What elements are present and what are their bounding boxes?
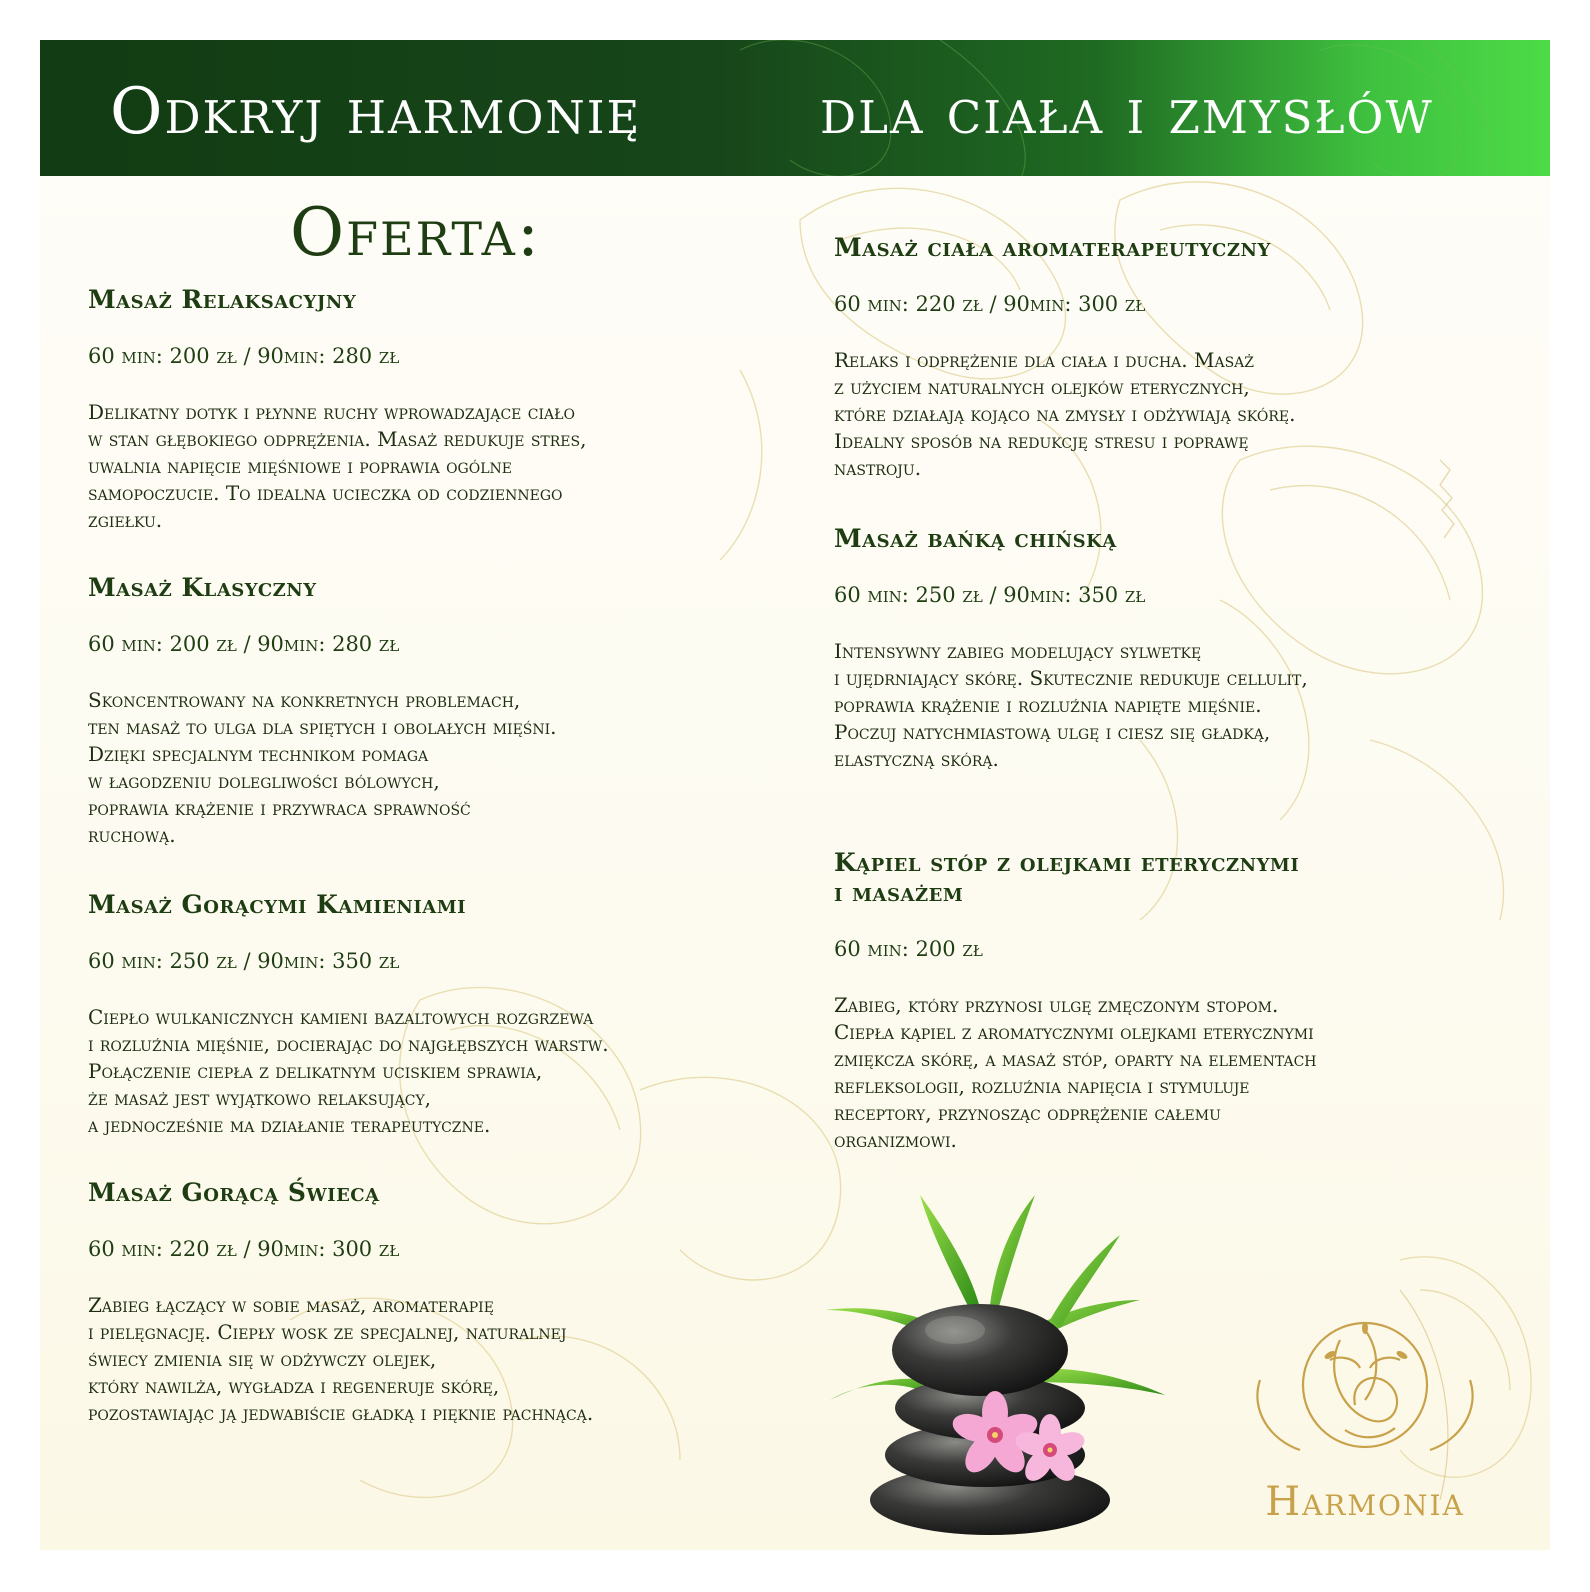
service-name: Masaż Gorącą Świecą xyxy=(88,1178,380,1207)
service-description: Intensywny zabieg modelujący sylwetkę i ujędrniający skórę. Skutecznie redukuje cellulit, poprawia krążenie i rozluźnia napięte mięśnie. Poczuj natychmiastową ulgę i ciesz się gładką, elastyczną skórą. xyxy=(834,639,1308,771)
service-price: 60 min: 220 zł / 90min: 300 zł xyxy=(834,292,1146,316)
service-description: Ciepło wulkanicznych kamieni bazaltowych rozgrzewa i rozluźnia mięśnie, docierając do najgłębszych warstw. Połączenie ciepła z delikatnym uciskiem sprawia, że masaż jest wyjątkowo relaksujący, a jednocześnie ma działanie terapeutyczne. xyxy=(88,1005,609,1137)
harmonia-logo-emblem xyxy=(1230,1300,1500,1480)
service-description: Relaks i odprężenie dla ciała i ducha. Masaż z użyciem naturalnych olejków eterycznych, które działają kojąco na zmysły i odżywiają skórę. Idealny sposób na redukcję stresu i poprawę nastroju. xyxy=(834,348,1296,480)
service-name: Masaż Relaksacyjny xyxy=(88,285,357,314)
service-classic-massage xyxy=(88,573,768,849)
service-name: Masaż Klasyczny xyxy=(88,573,317,602)
offer-sheet xyxy=(40,40,1550,1550)
service-price: 60 min: 200 zł / 90min: 280 zł xyxy=(88,344,400,368)
service-chinese-cupping-massage xyxy=(834,524,1514,773)
service-name: Masaż bańką chińską xyxy=(834,524,1117,553)
banner-title-right: dla ciała i zmysłów xyxy=(820,75,1434,149)
service-name: Kąpiel stóp z olejkami eterycznymi i masażem xyxy=(834,848,1300,907)
spa-stones-bamboo-orchid-photo xyxy=(820,1190,1180,1540)
harmonia-logo-text: Harmonia xyxy=(1265,1479,1465,1525)
banner-title-left: Odkryj harmonię xyxy=(110,75,642,149)
service-description: Delikatny dotyk i płynne ruchy wprowadzające ciało w stan głębokiego odprężenia. Masaż redukuje stres, uwalnia napięcie mięśniowe i poprawia ogólne samopoczucie. To idealna ucieczka od codziennego zgiełku. xyxy=(88,400,587,532)
service-name: Masaż ciała aromaterapeutyczny xyxy=(834,233,1271,262)
service-price: 60 min: 200 zł xyxy=(834,937,983,961)
service-hot-candle-massage xyxy=(88,1178,788,1427)
service-price: 60 min: 250 zł / 90min: 350 zł xyxy=(834,583,1146,607)
harmonia-logo xyxy=(1230,1300,1500,1540)
service-description: Zabieg łączący w sobie masaż, aromaterapię i pielęgnację. Ciepły wosk ze specjalnej, naturalnej świecy zmienia się w odżywczy olejek, który nawilża, wygładza i regeneruje skórę, pozostawiając ją jedwabiście gładką i pięknie pachnącą. xyxy=(88,1293,594,1425)
service-hot-stone-massage xyxy=(88,890,788,1139)
service-price: 60 min: 250 zł / 90min: 350 zł xyxy=(88,949,400,973)
service-relaxing-massage xyxy=(88,285,768,534)
offer-heading: Oferta: xyxy=(290,194,542,271)
service-price: 60 min: 200 zł / 90min: 280 zł xyxy=(88,632,400,656)
service-description: Zabieg, który przynosi ulgę zmęczonym stopom. Ciepła kąpiel z aromatycznymi olejkami eterycznymi zmiękcza skórę, a masaż stóp, oparty na elementach refleksologii, rozluźnia napięcia i stymuluje receptory, przynosząc odprężenie całemu organizmowi. xyxy=(834,993,1317,1152)
service-foot-bath xyxy=(834,848,1514,1154)
service-price: 60 min: 220 zł / 90min: 300 zł xyxy=(88,1237,400,1261)
service-name: Masaż Gorącymi Kamieniami xyxy=(88,890,467,919)
service-aromatherapy-massage xyxy=(834,233,1514,482)
service-description: Skoncentrowany na konkretnych problemach, ten masaż to ulga dla spiętych i obolałych mięśni. Dzięki specjalnym technikom pomaga w łagodzeniu dolegliwości bólowych, poprawia krążenie i przywraca sprawność ruchową. xyxy=(88,688,557,847)
header-banner xyxy=(40,40,1550,176)
